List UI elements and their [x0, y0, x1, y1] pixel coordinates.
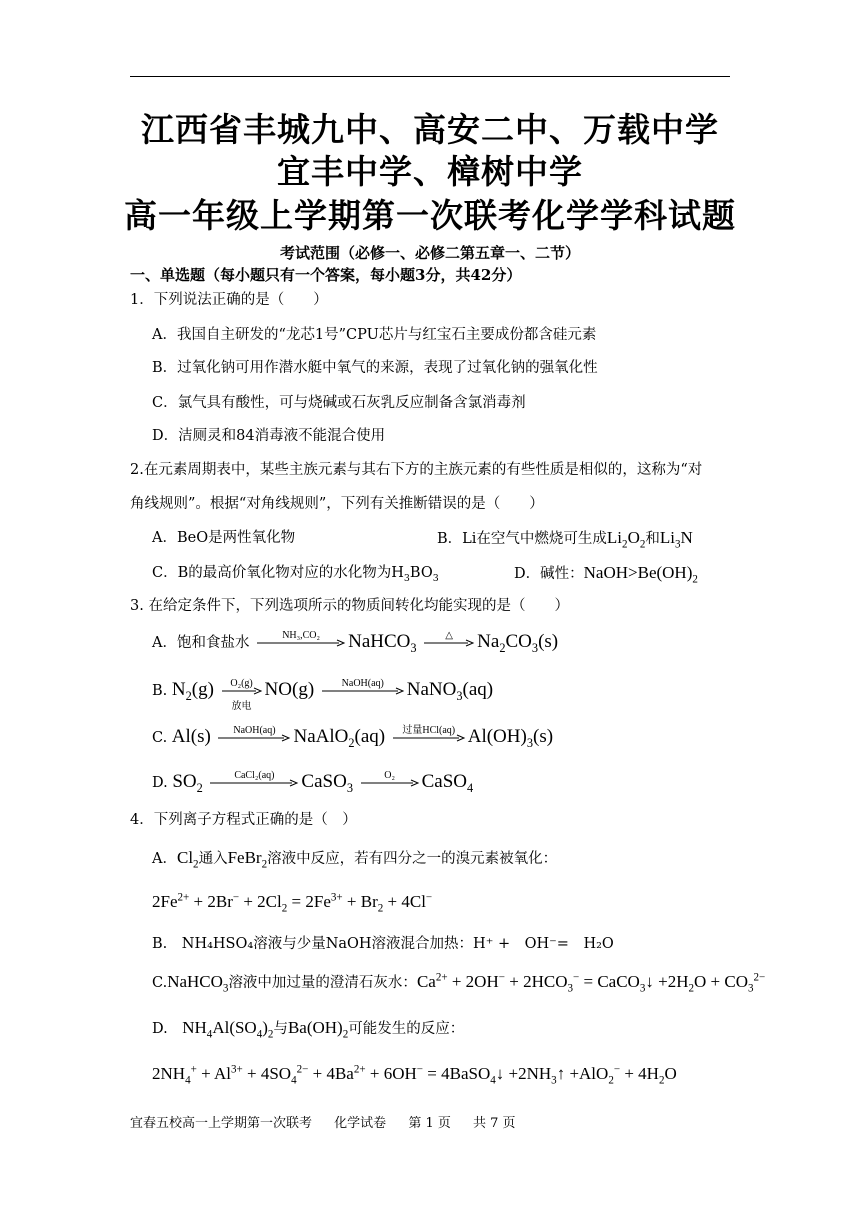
footer-school: 宜春五校高一上学期第一次联考: [130, 1116, 313, 1131]
section-heading: 一、单选题（每小题只有一个答案，每小题3分，共42分）: [130, 266, 522, 284]
q1-option-c: C．氯气具有酸性，可与烧碱或石灰乳反应制备含氯消毒剂: [152, 395, 526, 411]
q1-option-d: D．洁厕灵和84消毒液不能混合使用: [152, 428, 386, 444]
title-line-1: 江西省丰城九中、高安二中、万载中学: [141, 110, 719, 149]
q4-option-c: C.NaHCO$_3$溶液中加过量的澄清石灰水：$Ca^{2+} + 2OH^- + 2HCO_3^-$ = CaCO$_3$↓ $+2H_2O + CO_3^{2-}$: [152, 971, 766, 995]
q1-option-a: A．我国自主研发的“龙芯1号”CPU芯片与红宝石主要成份都含硅元素: [152, 327, 597, 343]
q2-option-d-formula: NaOH>Be(OH): [583, 563, 693, 582]
q4-option-d-text: 与: [273, 1021, 288, 1037]
q3-option-b: B. $N_2(g)$ O₂(g) 放电 NO(g) NaOH(aq) NaNO$_3$(aq): [152, 680, 493, 701]
q3-option-c: C. Al(s) NaOH(aq) NaAlO$_2$(aq) 过量HCl(aq) $Al(OH)_3(s)$: [152, 727, 553, 748]
footer-subject: 化学试卷: [334, 1116, 387, 1131]
q2-option-c: C．B的最高价氧化物对应的水化物为$H_3BO_3$: [152, 565, 439, 584]
arrow-icon: [322, 678, 404, 695]
q4-option-d-equation: $2NH_4^+ + Al^{3+} + 4SO_4^{2-} + 4Ba^{2+} + 6OH^-$ = 4BaSO$_4$↓ $+2NH_3↑ +AlO_2^- + 4H_2O$: [152, 1063, 677, 1087]
arrow-icon: [218, 725, 290, 742]
q2-option-d-text: D．碱性：: [514, 566, 584, 582]
q3-d-arrow2-label: O₂: [384, 770, 395, 781]
q3-a-arrow2-label: △: [445, 630, 453, 641]
q3-option-a-label: A．饱和食盐水: [152, 635, 250, 651]
q2-stem-line1: 2.在元素周期表中，某些主族元素与其右下方的主族元素的有些性质是相似的，这称为“对: [130, 462, 703, 478]
q4-option-a: A．$Cl_2$通入FeBr$_2$溶液中反应，若有四分之一的溴元素被氧化：: [152, 848, 558, 871]
q4-option-b: B. NH₄HSO₄溶液与少量NaOH溶液混合加热：H⁺ + OH⁻= H₂O: [152, 936, 614, 952]
arrow-icon: [424, 630, 474, 647]
q3-option-c-label: C.: [152, 730, 168, 746]
q2-option-d: D．碱性：$NaOH>Be(OH)_2$: [514, 563, 698, 586]
q4-option-d-text2: 可能发生的反应：: [348, 1021, 465, 1037]
q2-option-b-and: 和: [645, 531, 660, 547]
q2-option-b-text: B．Li在空气中燃烧可生成: [437, 531, 607, 547]
top-rule: [130, 76, 730, 77]
arrow-icon: [210, 770, 298, 787]
q4-option-a-text: 通入: [198, 851, 228, 867]
q3-c-arrow2-label: 过量HCl(aq): [402, 725, 456, 736]
arrow-icon: [222, 678, 262, 712]
footer-page: 第 1 页: [408, 1116, 451, 1131]
q4-option-d: D. $NH_4Al(SO_4)_2$与$Ba(OH)_2$可能发生的反应：: [152, 1018, 465, 1041]
arrow-icon: [257, 630, 345, 647]
q4-option-a-equation: $2Fe^{2+} + 2Br^- + 2Cl_2 = 2Fe^{3+} + Br_2 + 4Cl^-$: [152, 891, 433, 915]
q3-b-arrow1-top: O₂(g): [230, 678, 253, 689]
q3-stem: 3. 在给定条件下，下列选项所示的物质间转化均能实现的是（ ）: [130, 598, 569, 614]
q3-option-d: D. $SO_2$ CaCl₂(aq) CaSO$_3$ O₂ CaSO$_4$: [152, 772, 473, 793]
arrow-icon: [393, 725, 465, 742]
q3-option-a: A．饱和食盐水 NH₃,CO₂ NaHCO$_3$ △ $Na_2CO_3(s)$: [152, 632, 558, 653]
footer-total: 共 7 页: [473, 1116, 516, 1131]
q3-option-b-label: B.: [152, 683, 168, 699]
q4-stem: 4．下列离子方程式正确的是（ ）: [130, 812, 357, 828]
page-footer: [130, 1112, 534, 1131]
q3-option-d-label: D.: [152, 775, 168, 791]
title-line-3: 高一年级上学期第一次联考化学学科试题: [124, 196, 736, 235]
title-line-2: 宜丰中学、樟树中学: [277, 152, 583, 191]
q3-a-arrow1-label: NH₃,CO₂: [282, 630, 320, 641]
q3-d-arrow1-label: CaCl₂(aq): [234, 770, 275, 781]
q4-option-a-text2: 溶液中反应，若有四分之一的溴元素被氧化：: [267, 851, 558, 867]
q1-option-b: B．过氧化钠可用作潜水艇中氧气的来源，表现了过氧化钠的强氧化性: [152, 360, 598, 376]
q4-option-c-text: 溶液中加过量的澄清石灰水：: [228, 975, 417, 991]
exam-scope: 考试范围（必修一、必修二第五章一、二节）: [279, 244, 580, 262]
q2-stem-line2: 角线规则”。根据“对角线规则”，下列有关推断错误的是（ ）: [130, 496, 544, 512]
q3-b-arrow2-label: NaOH(aq): [341, 678, 384, 689]
arrow-icon: [361, 770, 419, 787]
q2-option-a: A．BeO是两性氧化物: [152, 530, 296, 546]
q2-option-b: B．Li在空气中燃烧可生成$Li_2O_2$和$Li_3N$: [437, 528, 693, 551]
q3-c-arrow1-label: NaOH(aq): [233, 725, 276, 736]
q2-option-c-text: C．B的最高价氧化物对应的水化物为H: [152, 565, 404, 581]
q3-b-arrow1-bottom: 放电: [231, 701, 252, 712]
q1-stem: 1．下列说法正确的是（ ）: [130, 292, 328, 308]
